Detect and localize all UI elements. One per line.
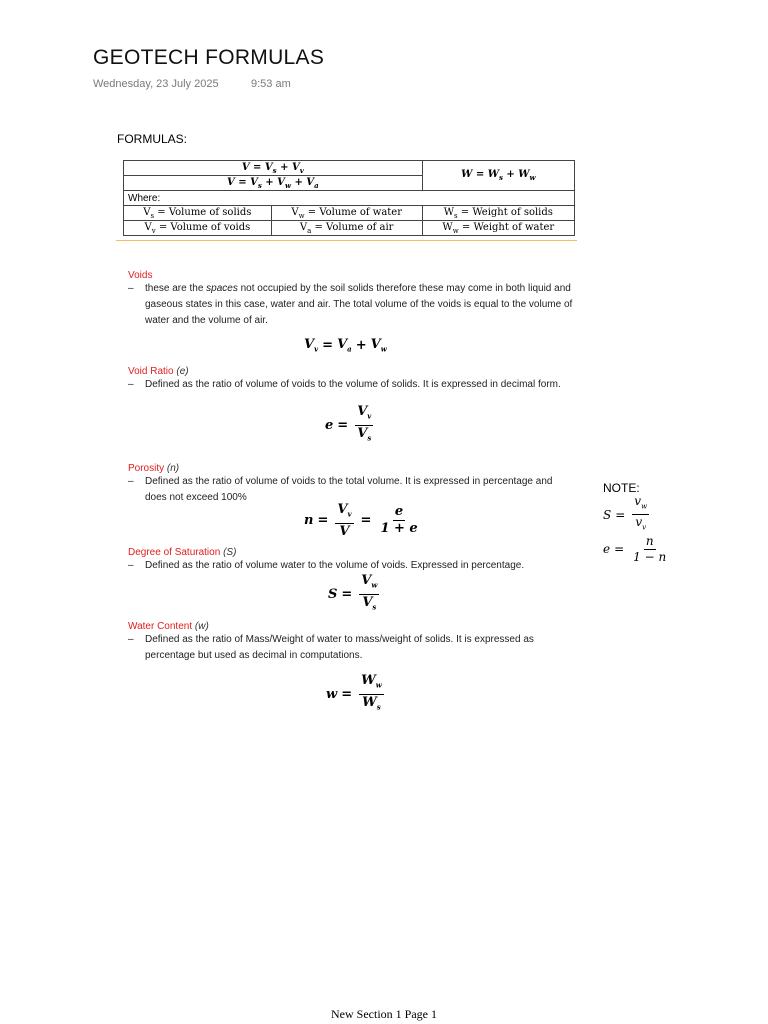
equation-void-ratio: e = $\frac{V_v}{V_s}$ (325, 404, 372, 443)
section-water-content (128, 621, 573, 664)
bullet-voids: – these are the spaces not occupied by the soil solids therefore these may come in both liquid and gaseous states in this case, water and air. The total volume of the voids is equal to the volume of water and the volume of air. (128, 283, 573, 326)
page-date: Wednesday, 23 July 2025 (93, 78, 219, 90)
note-equation-2: e = $\frac{n}{1 - n}$ (603, 533, 667, 564)
table-cell: $V_v$ = Volume of voids (124, 221, 272, 236)
equation-saturation: S = $\frac{V_w}{V_s}$ (328, 573, 378, 612)
bullet-porosity: – Defined as the ratio of volume of voids to the total volume. It is expressed in percentage and does not exceed 100% (128, 476, 553, 503)
page-time: 9:53 am (251, 78, 291, 90)
equation-voids: $V_v$ = $V_a$ + $V_w$ (304, 337, 387, 354)
equation-porosity: n = $\frac{V_v}{V}$ = $\frac{e}{1 + e}$ (304, 502, 418, 539)
formula-table-container (116, 160, 577, 241)
section-title-voids: Voids (128, 270, 153, 281)
where-label: Where: (124, 191, 575, 206)
table-row (124, 206, 575, 221)
section-saturation (128, 547, 573, 574)
table-cell: $V_s$ = Volume of solids (124, 206, 272, 221)
volume-eq-1-text: $V = V_s + V_v$ (241, 161, 304, 175)
formula-table (123, 160, 575, 236)
table-cell: $V_w$ = Volume of water (271, 206, 422, 221)
section-voids (128, 270, 573, 329)
bullet-void-ratio: – Defined as the ratio of volume of voids to the volume of solids. It is expressed in decimal form. (128, 379, 561, 390)
table-cell: $W_w$ = Weight of water (422, 221, 574, 236)
section-porosity (128, 463, 573, 506)
section-title-void-ratio: Void Ratio (e) (128, 366, 189, 377)
volume-eq-2-text: $V = V_s + V_w + V_a$ (227, 176, 319, 190)
section-title-saturation: Degree of Saturation (S) (128, 547, 237, 558)
weight-eq-text: $W = W_s + W_w$ (461, 169, 536, 182)
equation-water-content: w = $\frac{W_w}{W_s}$ (326, 673, 382, 712)
note-equation-1: S = $\frac{v_w}{v_v}$ (603, 494, 648, 532)
note-label: NOTE: (603, 481, 640, 495)
bullet-water-content: – Defined as the ratio of Mass/Weight of water to mass/weight of solids. It is expressed as percentage but used as decimal in computations. (128, 634, 534, 661)
volume-equation-1 (124, 161, 423, 176)
bullet-saturation: – Defined as the ratio of volume water to the volume of voids. Expressed in percentage. (128, 560, 525, 571)
voids-text-b: not occupied by the soil solids therefore these may come in both liquid and gaseous states in this case, water and air. The total volume of the voids is equal to the volume of water and the volume of air. (145, 283, 573, 326)
section-title-porosity: Porosity (n) (128, 463, 180, 474)
note-box (603, 481, 671, 564)
section-void-ratio (128, 366, 573, 393)
section-title-water-content: Water Content (w) (128, 621, 209, 632)
volume-equation-2 (124, 176, 423, 191)
table-row (124, 221, 575, 236)
table-cell: $W_s$ = Weight of solids (422, 206, 574, 221)
page-footer: New Section 1 Page 1 (331, 1007, 437, 1021)
voids-text-a: these are the (145, 283, 207, 294)
formulas-heading: FORMULAS: (117, 132, 188, 146)
page-title: GEOTECH FORMULAS (93, 46, 325, 69)
voids-text-em: spaces (206, 283, 238, 294)
weight-equation (422, 161, 574, 191)
table-cell: $V_a$ = Volume of air (271, 221, 422, 236)
